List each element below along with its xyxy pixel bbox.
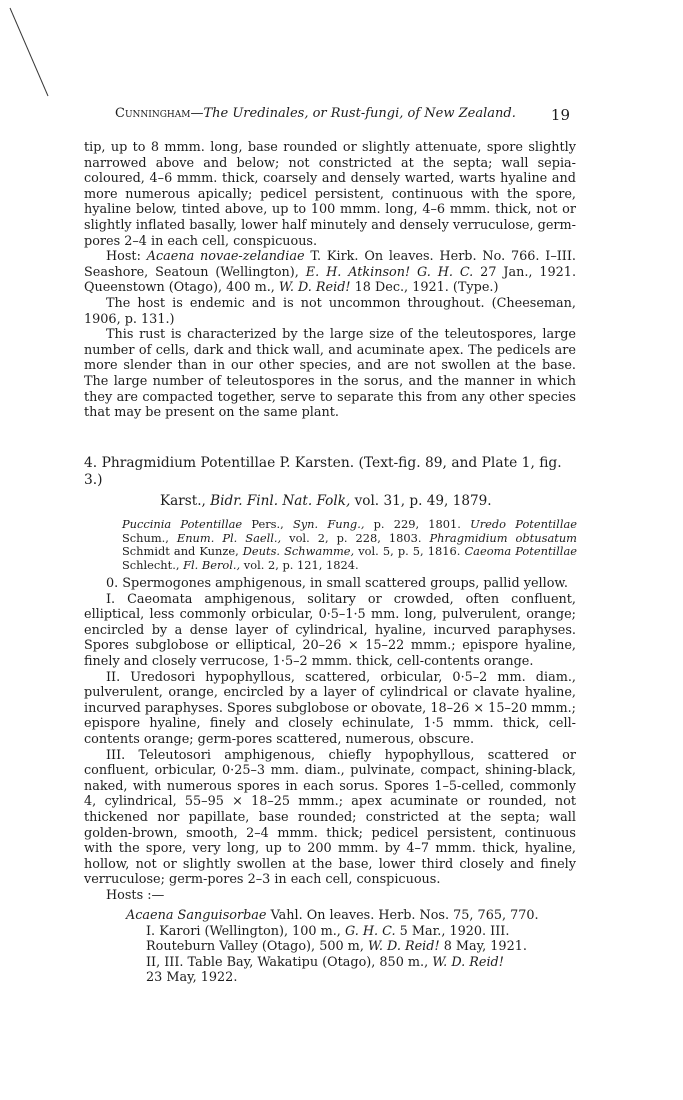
figure-reference: (Text-fig. 89, and Plate 1, fig. 3.) — [84, 455, 562, 488]
synonymy-run: Fl. Berol., — [183, 557, 241, 572]
host-line-2b: G. H. C. — [344, 923, 396, 939]
citation-author: Karst., — [160, 493, 206, 509]
continued-description — [84, 140, 576, 421]
endemic-note: The host is endemic and is not uncommon throughout. (Cheeseman, 1906, p. 131.) — [84, 295, 576, 327]
citation-details: vol. 31, p. 49, 1879. — [354, 493, 492, 509]
caeomata-description: I. Caeomata amphigenous, solitary or crowded, often confluent, elliptical, less commonly orbicular, 0·5–1·5 mm. long, pulverulent, orange; encircled by a dense layer of cylindrical, hyaline, incurved paraphyses. Spores subglobose or elliptical, 20–26 × 15–22 mmm.; epispore hyaline, finely and closely verrucose, 1·5–2 mmm. thick, cell-contents orange. — [84, 591, 576, 669]
synonymy-run: Schum., — [122, 530, 177, 545]
synonymy-run: p. 229, 1801. — [364, 517, 471, 531]
host-record-text-3: 18 Dec., 1921. (Type.) — [354, 280, 499, 296]
collector-1: E. H. Atkinson! G. H. C. — [305, 264, 474, 280]
synonymy-run: Phragmidium obtusatum — [429, 530, 577, 545]
host-line-4b: W. D. Reid! — [432, 954, 504, 970]
running-header — [115, 106, 570, 124]
host-record-line — [126, 955, 576, 971]
host-name: Acaena Sanguisorbae — [126, 908, 267, 923]
species-name: Phragmidium Potentillae P. Karsten. — [101, 455, 355, 471]
synonymy-run: Uredo Potentillae — [470, 517, 577, 531]
header-title: —The Uredinales, or Rust-fungi, of New Zealand. — [190, 106, 516, 121]
host-line-1: Vahl. On leaves. Herb. Nos. 75, 765, 770. — [270, 908, 539, 923]
pencil-stroke — [10, 8, 48, 96]
collector-2: W. D. Reid! — [278, 280, 351, 296]
synonymy-run: Deuts. Schwamme, — [242, 544, 355, 559]
diagnostic-remarks: This rust is characterized by the large size of the teleutospores, large number of cells, dark and thick wall, and acuminate apex. The pedicels are more slender than in our other species, and are not swollen at the base. The large number of teleutospores in the sorus, and the manner in which they are compacted together, serve to separate this from any other species that may be present on the same plant. — [84, 327, 576, 421]
host-label: Host: — [106, 249, 141, 265]
stage-descriptions — [84, 576, 576, 903]
hosts-heading: Hosts :— — [106, 887, 165, 903]
host-record-text-1: T. Kirk. On leaves. Herb. No. 766. I–III. Seashore, Seatoun (Wellington), — [84, 249, 576, 280]
teleutosori-description: III. Teleutosori amphigenous, chiefly hypophyllous, scattered or confluent, orbicular, 0·25–3 mm. diam., pulvinate, compact, shining-black, naked, with numerous spores in each sorus. Spores 1–5-celled, commonly 4, cylindrical, 55–95 × 18–25 mmm.; apex acuminate or rounded, not thickened nor papillate, base rounded; constricted at the septa; wall golden-brown, smooth, 2–4 mmm. thick; pedicel persistent, continuous with the spore, very long, up to 200 mmm. by 4–7 mmm. thick, hyaline, hollow, not or slightly swollen at the base, lower third closely and finely verruculose; germ-pores 2–3 in each cell, conspicuous. — [84, 747, 576, 888]
host-record-line — [126, 939, 576, 955]
host-line-3b: W. D. Reid! — [367, 939, 440, 955]
header-author: Cunningham — [115, 106, 191, 121]
species-heading — [84, 455, 576, 489]
teleutospore-description: tip, up to 8 mmm. long, base rounded or slightly attenuate, spore slightly narrowed above and below; not constricted at the septa; wall sepia-coloured, 4–6 mmm. thick, coarsely and densely warted, warts hyaline and more numerous apically; pedicel persistent, continuous with the spore, hyaline below, tinted above, up to 100 mmm. long, 4–6 mmm. thick, not or slightly inflated basally, lower half minutely and densely verruculose, germ-pores 2–4 in each cell, conspicuous. — [84, 140, 576, 249]
synonymy-block — [122, 518, 577, 572]
species-number: 4. — [84, 455, 98, 471]
host-record-text-2: 27 Jan., 1921. Queenstown (Otago), 400 m., — [84, 264, 577, 296]
host-line-3c: 8 May, 1921. — [443, 939, 527, 955]
host-line-3a: Routeburn Valley (Otago), 500 m, — [146, 939, 364, 955]
page-number: 19 — [550, 106, 570, 124]
synonymy-run: vol. 5, p. 5, 1816. — [354, 544, 465, 559]
host-record-line — [126, 924, 576, 940]
synonymy-run: Schlecht., — [122, 557, 184, 572]
type-host-record — [84, 249, 576, 296]
synonymy-run: Syn. Fung., — [292, 517, 365, 531]
synonymy-run: vol. 2, p. 228, 1803. — [281, 530, 430, 545]
host-line-4a: II, III. Table Bay, Wakatipu (Otago), 850 m., — [146, 954, 429, 970]
spermogones-description: 0. Spermogones amphigenous, in small scattered groups, pallid yellow. — [106, 576, 568, 591]
synonymy-run: Schmidt and Kunze, — [122, 544, 243, 559]
host-records — [126, 908, 576, 986]
synonymy-run: Caeoma Potentillae — [464, 544, 577, 559]
host-line-2c: 5 Mar., 1920. III. — [399, 923, 510, 939]
scan-artifact-line — [0, 0, 60, 100]
synonymy-run: Enum. Pl. Saell., — [176, 530, 282, 545]
original-citation — [160, 493, 492, 509]
uredosori-description: II. Uredosori hypophyllous, scattered, orbicular, 0·5–2 mm. diam., pulverulent, orange, encircled by a layer of cylindrical or clavate hyaline, incurved paraphyses. Spores subglobose or obovate, 18–26 × 15–20 mmm.; epispore hyaline, finely and closely echinulate, 1·5 mmm. thick, cell-contents orange; germ-pores scattered, numerous, obscure. — [84, 669, 576, 747]
host-line-2a: I. Karori (Wellington), 100 m., — [146, 923, 341, 939]
host-record-line — [126, 908, 576, 924]
citation-work: Bidr. Finl. Nat. Folk, — [210, 493, 351, 509]
synonymy-run: Pers., — [242, 517, 293, 531]
synonymy-run: vol. 2, p. 121, 1824. — [240, 557, 359, 572]
host-species: Acaena novae-zelandiae — [146, 249, 305, 265]
host-record-line: 23 May, 1922. — [146, 970, 238, 986]
synonymy-run: Puccinia Potentillae — [122, 517, 243, 531]
